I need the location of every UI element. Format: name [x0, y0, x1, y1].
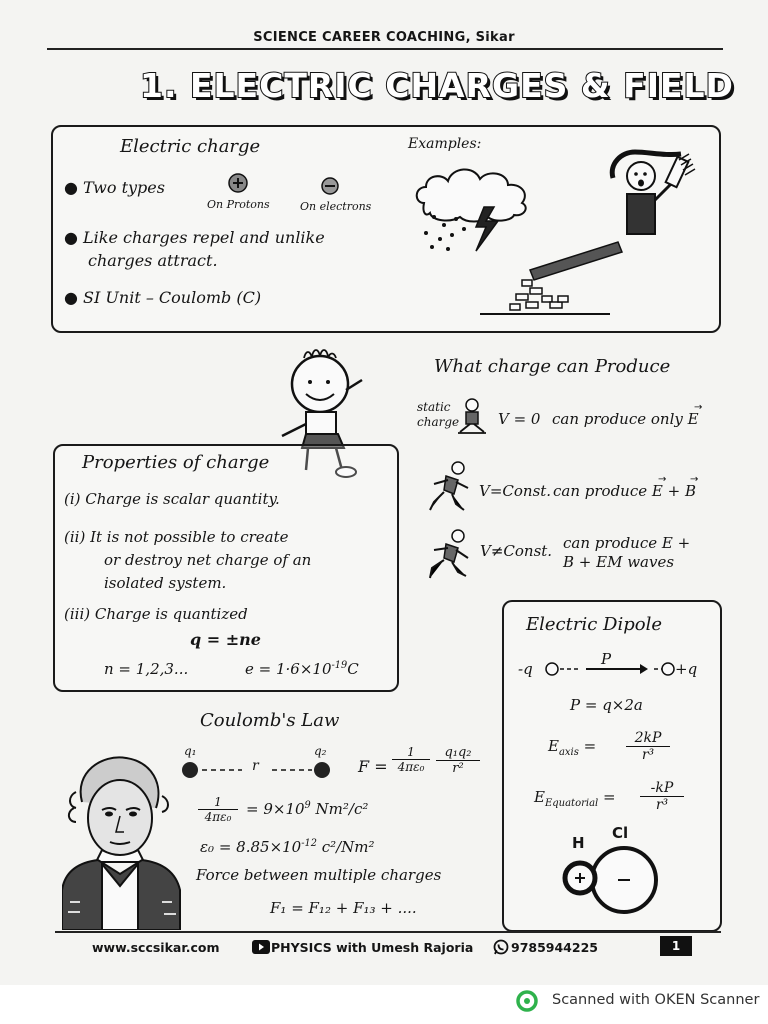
bullet-si-unit: ● SI Unit – Coulomb (C)	[64, 288, 262, 307]
e-eq-denominator: r³	[655, 797, 669, 813]
force-den2: r²	[452, 761, 464, 776]
footer-website: www.sccsikar.com	[92, 940, 220, 955]
e-eq-symbol: E	[534, 788, 545, 806]
force-fraction-2	[436, 745, 480, 776]
e-equatorial-fraction	[640, 780, 684, 813]
epsilon-value	[200, 838, 375, 856]
e-axis-symbol: E	[548, 737, 559, 755]
plus-q-label: +q	[675, 660, 698, 678]
institute-header: SCIENCE CAREER COACHING, Sikar	[253, 30, 515, 45]
r-label: r	[252, 758, 259, 774]
e-eq-sub: Equatorial	[544, 798, 599, 809]
bullet-like-charges: ● Like charges repel and unlike	[64, 228, 325, 247]
e-axis-denominator: r³	[641, 747, 655, 763]
force-num2: q₁q₂	[436, 745, 480, 761]
force-den1: 4πε₀	[397, 760, 425, 774]
chapter-title: 1. ELECTRIC CHARGES & FIELD	[140, 66, 734, 105]
eps-text: ε₀ = 8.85×10	[200, 838, 302, 856]
property-1: (i) Charge is scalar quantity.	[64, 490, 280, 508]
youtube-icon	[252, 940, 270, 954]
n-values: n = 1,2,3...	[104, 660, 189, 678]
property-2-line1: (ii) It is not possible to create	[64, 528, 289, 546]
quantization-formula: q = ±ne	[190, 630, 261, 649]
force-lhs: F =	[358, 757, 388, 776]
cl-atom-label: Cl	[612, 824, 629, 842]
e-vector-arrow-2: →	[658, 474, 667, 485]
plus-charge-icon	[227, 172, 249, 194]
property-2-line3: isolated system.	[104, 574, 227, 592]
on-protons-label: On Protons	[207, 198, 270, 211]
produce-row3-condition: V≠Const.	[480, 542, 553, 560]
electric-charge-heading: Electric charge	[120, 136, 261, 157]
e-axis-numerator: 2kP	[626, 730, 670, 747]
e-equatorial-label: $E_{Equatorial}$ =	[534, 788, 616, 809]
p-vector-label: P	[601, 650, 612, 668]
e-axis-fraction	[626, 730, 670, 763]
eps-unit: c²/Nm²	[316, 838, 375, 856]
footer-phone: 9785944225	[511, 940, 598, 955]
e-axis-sub: axis	[558, 747, 579, 758]
like-charges-line2: charges attract.	[88, 251, 218, 270]
footer-rule	[55, 931, 721, 933]
b-vector-arrow-2: →	[690, 474, 699, 485]
dipole-moment-formula: P = q×2a	[570, 696, 643, 714]
h-atom-label: H	[572, 834, 585, 852]
page-number: 1	[660, 936, 692, 956]
oken-scanner-logo-icon	[516, 990, 540, 1012]
footer-channel: PHYSICS with Umesh Rajoria	[271, 940, 474, 955]
k-unit: Nm²/c²	[310, 800, 369, 818]
property-3: (iii) Charge is quantized	[64, 605, 248, 623]
produce-row1-text: can produce only E	[552, 410, 699, 428]
k-fraction	[198, 795, 238, 824]
e-eq-numerator: -kP	[640, 780, 684, 797]
q2-label: q₂	[314, 744, 327, 758]
k-value-text: = 9×10	[246, 800, 305, 818]
girl-comb-illustration	[605, 148, 700, 240]
superposition-formula: F₁ = F₁₂ + F₁₃ + ....	[270, 899, 417, 917]
force-fraction-1	[392, 745, 430, 774]
eps-exponent: -12	[301, 838, 317, 849]
e-unit: C	[347, 660, 359, 678]
k-den: 4πε₀	[204, 810, 232, 824]
e-vector-arrow-1: →	[694, 402, 703, 413]
coulomb-portrait-illustration	[62, 752, 184, 930]
header-rule	[47, 48, 723, 50]
dipole-heading: Electric Dipole	[526, 614, 662, 635]
rod-paper-bits-illustration	[470, 240, 630, 320]
whatsapp-icon	[493, 939, 509, 955]
produce-row1-condition: V = 0	[498, 410, 541, 428]
minus-charge-icon	[320, 176, 340, 196]
produce-row2-condition: V=Const.	[479, 482, 552, 500]
e-value-text: e = 1·6×10	[245, 660, 332, 678]
k-exponent: 9	[304, 800, 311, 811]
hcl-molecule-diagram	[560, 846, 664, 918]
running-figure-icon	[428, 528, 472, 584]
walking-figure-icon	[428, 460, 472, 514]
two-types-text: Two types	[83, 178, 165, 197]
on-electrons-label: On electrons	[300, 200, 372, 213]
minus-q-label: -q	[518, 660, 533, 678]
k-num: 1	[198, 795, 238, 810]
force-num1: 1	[392, 745, 430, 760]
q1-label: q₁	[184, 744, 197, 758]
sitting-figure-icon	[456, 396, 488, 436]
properties-heading: Properties of charge	[82, 452, 270, 473]
produce-row2-text: can produce E + B	[553, 482, 696, 500]
bullet-two-types: ● Two types	[64, 178, 165, 197]
e-axis-label: $E_{axis}$ =	[548, 737, 597, 758]
produce-heading: What charge can Produce	[434, 356, 671, 377]
examples-label: Examples:	[408, 136, 482, 152]
si-unit-text: SI Unit – Coulomb (C)	[83, 288, 262, 307]
produce-row3-text-line1: can produce E +	[563, 534, 691, 552]
multiple-charges-text: Force between multiple charges	[196, 866, 442, 884]
static-label-line1: static	[417, 400, 451, 414]
k-value	[246, 800, 368, 818]
produce-row3-text-line2: B + EM waves	[563, 553, 675, 571]
property-2-line2: or destroy net charge of an	[104, 551, 312, 569]
like-charges-line1: Like charges repel and unlike	[83, 228, 325, 247]
e-exponent: -19	[331, 660, 348, 671]
static-label-line2: charge	[417, 415, 460, 429]
electron-charge-value	[245, 660, 359, 678]
scanner-watermark-text: Scanned with OKEN Scanner	[552, 992, 760, 1008]
coulomb-heading: Coulomb's Law	[200, 710, 340, 731]
